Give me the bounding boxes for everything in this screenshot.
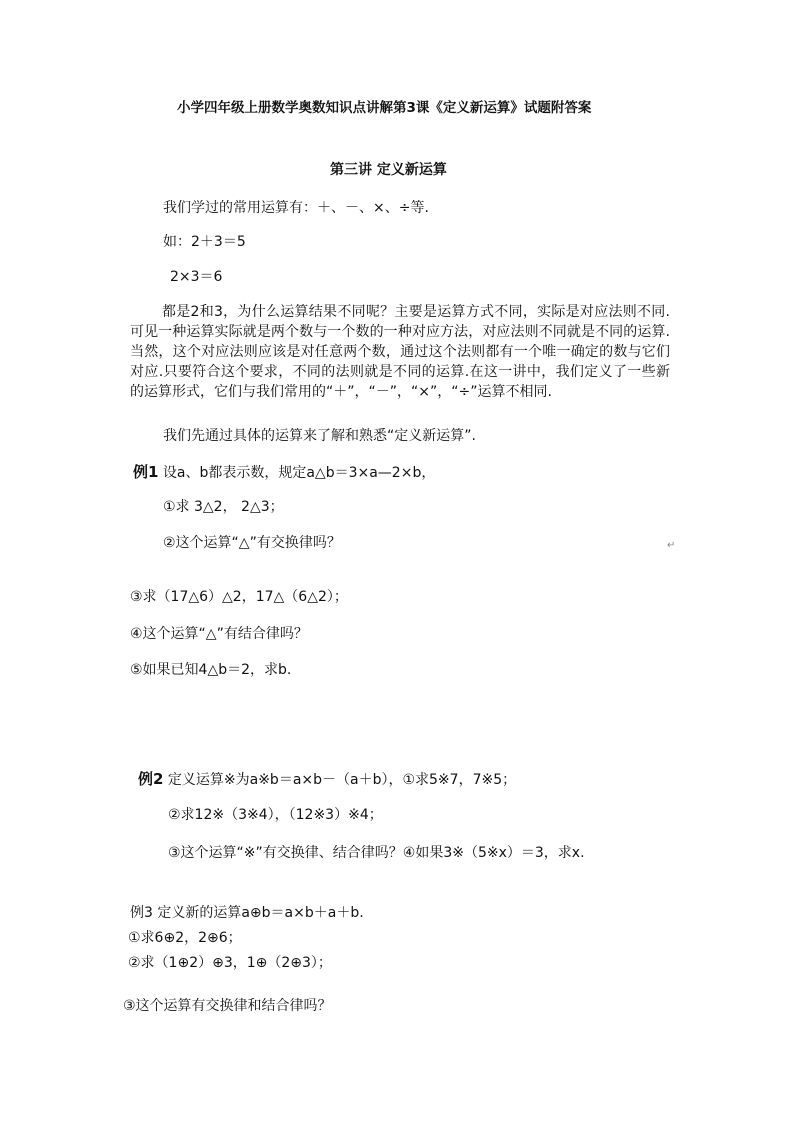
example1-q1: ①求 3△2， 2△3； [163, 499, 284, 515]
example1-label: 例1 [133, 463, 159, 481]
example3-q1: ①求6⊕2，2⊕6； [128, 930, 242, 946]
intro-line-1: 我们学过的常用运算有：＋、－、×、÷等. [163, 200, 429, 216]
intro-line-3: 2×3＝6 [170, 269, 223, 285]
intro-line-2: 如：2＋3＝5 [163, 234, 246, 250]
example2-header [138, 771, 516, 788]
example3-q2: ②求（1⊕2）⊕3，1⊕（2⊕3）； [128, 955, 332, 971]
paragraph-return-mark: ↵ [667, 540, 676, 551]
example1-q4: ④这个运算“△”有结合律吗？ [130, 626, 308, 642]
example1-header [133, 464, 435, 481]
example2-statement: 定义运算※为a※b＝a×b－（a＋b），①求5※7，7※5； [167, 772, 517, 788]
example2-q3: ③这个运算“※”有交换律、结合律吗？④如果3※（5※x）＝3，求x. [168, 845, 585, 861]
header-title: 小学四年级上册数学奥数知识点讲解第3课《定义新运算》试题附答案 [177, 100, 592, 116]
intro-line-4: 我们先通过具体的运算来了解和熟悉“定义新运算”. [163, 428, 476, 444]
example1-q3: ③求（17△6）△2，17△（6△2）； [130, 589, 348, 605]
example3-q3: ③这个运算有交换律和结合律吗？ [123, 998, 332, 1014]
example2-label: 例2 [138, 770, 164, 788]
example3-statement: 例3 定义新的运算a⊕b＝a×b＋a＋b. [130, 905, 364, 921]
example1-q5: ⑤如果已知4△b＝2，求b. [130, 662, 292, 678]
example2-q2: ②求12※（3※4），（12※3）※4； [168, 807, 383, 823]
example1-statement: 设a、b都表示数，规定a△b＝3×a—2×b， [162, 465, 436, 481]
intro-paragraph: 都是2和3，为什么运算结果不同呢？主要是运算方式不同，实际是对应法则不同.可见一种运算实际就是两个数与一个数的一种对应方法，对应法则不同就是不同的运算.当然，这个对应法则应该是对任意两个数，通过这个法则都有一个唯一确定的数与它们对应.只要符合这个要求，不同的法则就是不同的运算.在这一讲中，我们定义了一些新的运算形式，它们与我们常用的“＋”，“－”，“×”，“÷”运算不相同. [130, 304, 670, 400]
lecture-title: 第三讲 定义新运算 [330, 162, 447, 178]
example1-q2: ②这个运算“△”有交换律吗？ [163, 535, 341, 551]
